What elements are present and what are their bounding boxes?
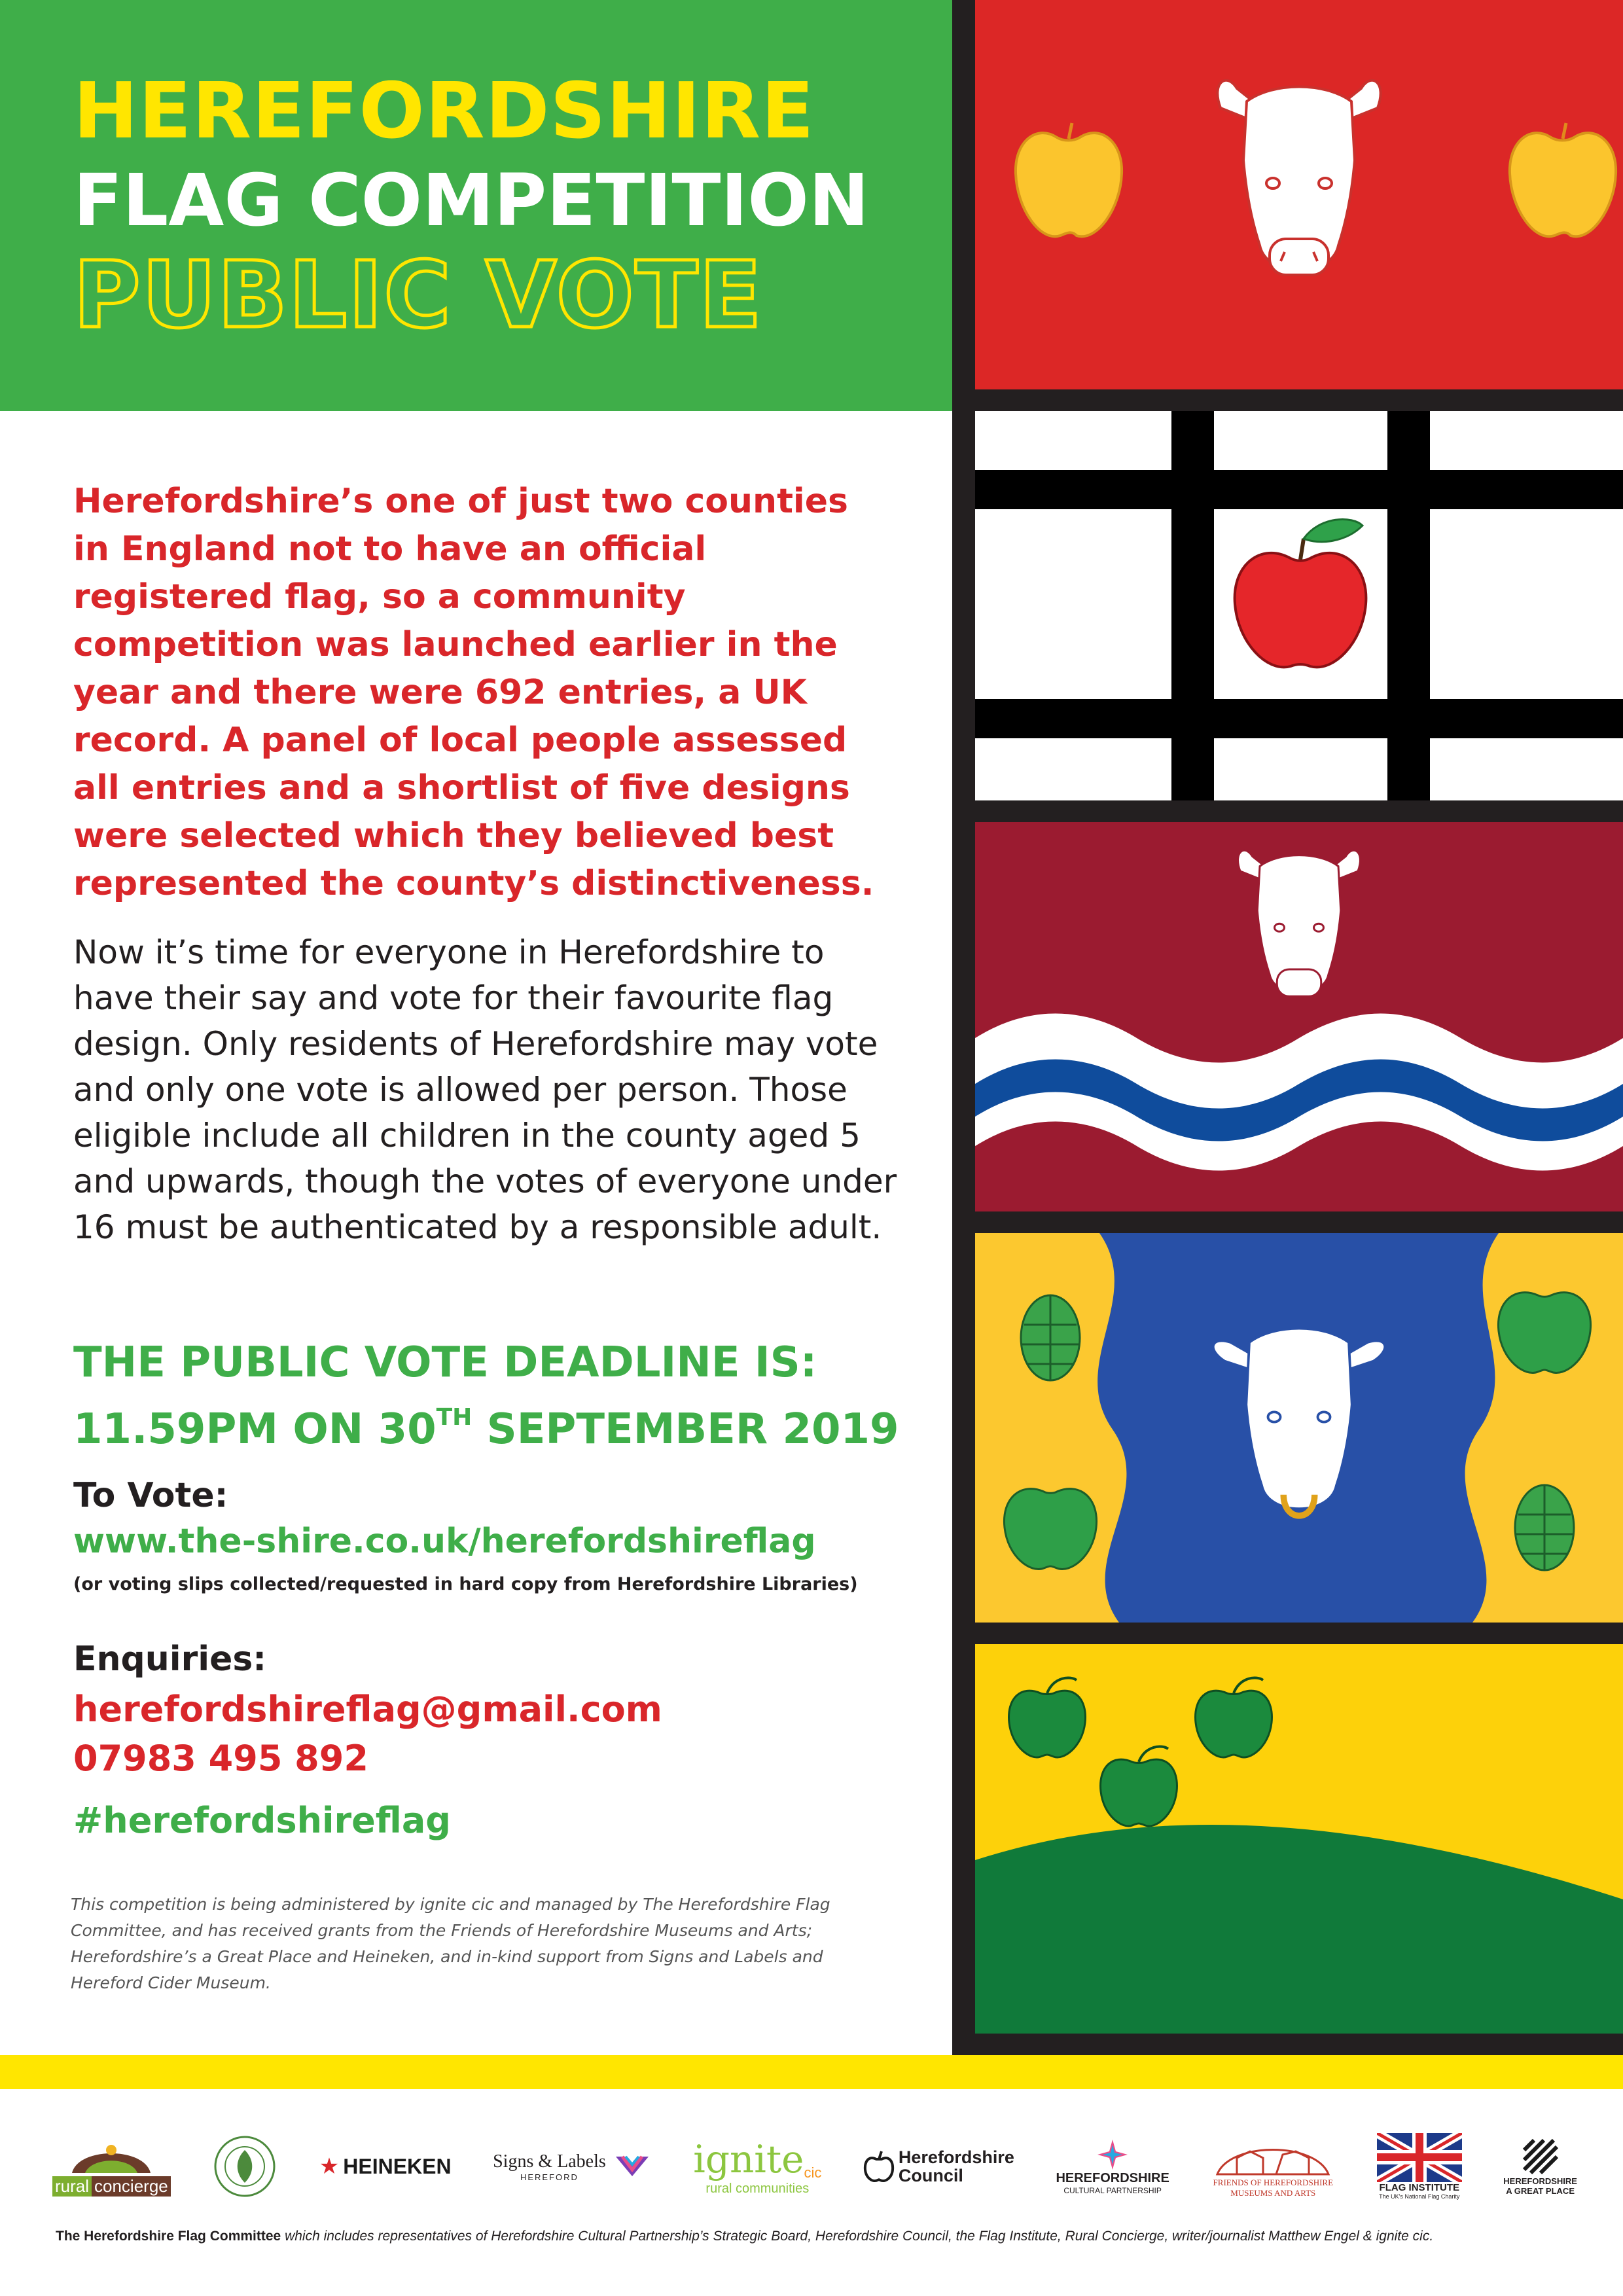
great-place-text-2: A GREAT PLACE [1506, 2186, 1575, 2196]
hop-icon [1021, 1295, 1080, 1380]
council-text-1: Herefordshire [898, 2147, 1014, 2167]
title-line-3: PUBLIC VOTE [73, 242, 763, 349]
yellow-divider [0, 2055, 1623, 2089]
council-text-2: Council [898, 2166, 963, 2185]
hcp-text-2: CULTURAL PARTNERSHIP [1063, 2185, 1162, 2195]
deadline [73, 1335, 924, 1457]
concierge-text: concierge [92, 2176, 171, 2197]
logo-signs-labels [493, 2150, 652, 2183]
flag-institute-text-2: The UK's National Flag Charity [1379, 2193, 1460, 2200]
deadline-line-1: THE PUBLIC VOTE DEADLINE IS: [73, 1338, 817, 1387]
flag-design-4 [975, 1233, 1623, 1623]
footer-rest: which includes representatives of Herefordshire Cultural Partnership’s Strategic Board, Herefordshire Council, the Flag Institute, Rural Concierge, writer/journalist Matthew Engel & ignite cic. [281, 2229, 1434, 2244]
heineken-text: HEINEKEN [343, 2154, 452, 2178]
to-vote-label: To Vote: [73, 1476, 228, 1515]
star-icon: ★ [319, 2154, 340, 2179]
logo-friends-museums [1211, 2135, 1335, 2198]
ignite-text: ignite [693, 2136, 804, 2181]
logo-ignite [693, 2137, 821, 2197]
council-apple-icon [863, 2150, 895, 2183]
great-place-text-1: HEREFORDSHIRE [1503, 2176, 1577, 2186]
apple-icon [1498, 1293, 1590, 1373]
rural-text: rural [52, 2176, 92, 2197]
ignite-sub-text: rural communities [705, 2181, 810, 2196]
intro-paragraph: Herefordshire’s one of just two counties in England not to have an official registered flag, so a community competition was launched earlier in the year and there were 692 entries, a UK record. A panel of local people assessed all entries and a shortlist of five designs were selected which they believed best represented the county’s distinctiveness. [73, 482, 874, 903]
logo-herefordshire-council [863, 2148, 1014, 2185]
hashtag: #herefordshireflag [73, 1800, 451, 1841]
title-line-2: FLAG COMPETITION [73, 158, 869, 242]
logo-heineken [319, 2153, 452, 2179]
vote-note: (or voting slips collected/requested in hard copy from Herefordshire Libraries) [73, 1574, 858, 1594]
signs-logo-icon [613, 2150, 652, 2183]
cider-museum-seal-icon [212, 2134, 277, 2199]
email-link[interactable]: herefordshireflag@gmail.com [73, 1689, 662, 1730]
friends-text-2: MUSEUMS AND ARTS [1230, 2187, 1316, 2198]
signs-text: Signs & Labels [493, 2151, 606, 2172]
flag-design-2 [975, 411, 1623, 800]
apple-icon [1004, 1489, 1096, 1570]
logo-flag-institute [1377, 2133, 1462, 2200]
flag-institute-text-1: FLAG INSTITUTE [1379, 2182, 1460, 2193]
star-burst-icon [1096, 2138, 1129, 2171]
ignite-cic-text: cic [804, 2164, 822, 2181]
flag-design-5 [975, 1644, 1623, 2034]
friends-museums-illustration-icon [1211, 2135, 1335, 2178]
logo-great-place [1503, 2137, 1577, 2196]
great-place-mark-icon [1521, 2137, 1560, 2176]
logo-rural-concierge [52, 2137, 171, 2197]
flag-design-3 [975, 822, 1623, 1211]
footer-committee: The Herefordshire Flag Committee [56, 2229, 281, 2244]
flag-design-1 [975, 0, 1623, 389]
body-paragraph: Now it’s time for everyone in Herefordshire to have their say and vote for their favourite flag design. Only residents of Herefordshire may vote and only one vote is allowed per person. Those eligible include all children in the county aged 5 and upwards, though the votes of everyone under 16 must be authenticated by a responsible adult. [73, 933, 897, 1246]
footer-note [56, 2229, 1587, 2244]
hop-icon [1515, 1485, 1574, 1570]
deadline-ordinal: TH [436, 1404, 473, 1431]
deadline-time: 11.59PM ON 30 [73, 1405, 437, 1454]
apple-icon [1016, 123, 1122, 236]
signs-sub-text: HEREFORD [520, 2172, 579, 2182]
sponsor-logos [52, 2117, 1577, 2215]
friends-text-1: FRIENDS OF HEREFORDSHIRE [1213, 2177, 1334, 2187]
admin-note: This competition is being administered by ignite cic and managed by The Herefordshire Flag Committee, and has received grants from the Friends of Herefordshire Museums and Arts; Herefordshire’s a Great Place and Heineken, and in-kind support from Signs and Labels and Hereford Cider Museum. [71, 1895, 830, 1992]
enquiries-label: Enquiries: [73, 1640, 267, 1679]
phone-number: 07983 495 892 [73, 1738, 368, 1779]
deadline-month: SEPTEMBER 2019 [472, 1405, 899, 1454]
title-line-1: HEREFORDSHIRE [73, 65, 815, 156]
vote-url-link[interactable]: www.the-shire.co.uk/herefordshireflag [73, 1522, 816, 1561]
apple-icon [1510, 123, 1616, 236]
logo-cultural-partnership [1056, 2138, 1169, 2195]
hcp-text-1: HEREFORDSHIRE [1056, 2170, 1169, 2185]
deadline-line-2 [73, 1390, 924, 1457]
union-flag-icon [1377, 2133, 1462, 2182]
rural-concierge-icon [52, 2137, 170, 2176]
logo-cider-museum [212, 2134, 277, 2199]
